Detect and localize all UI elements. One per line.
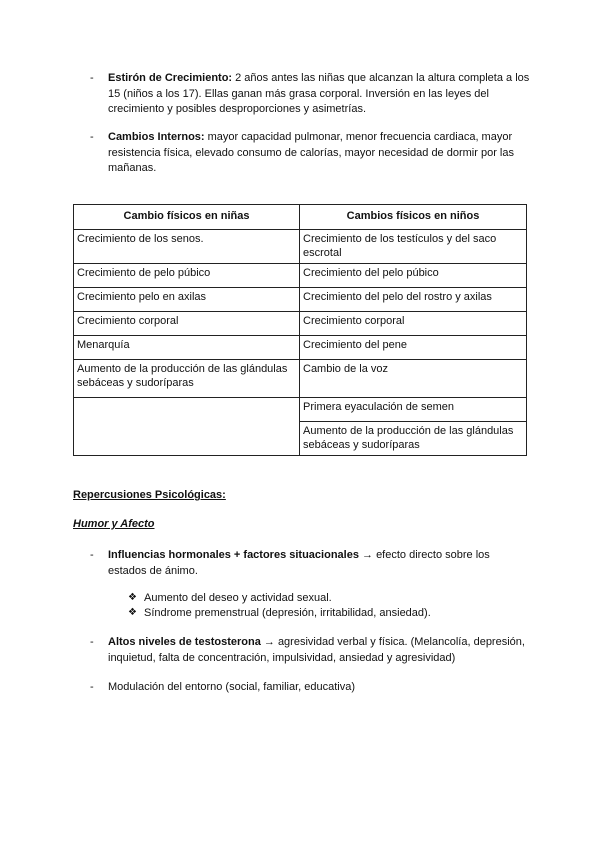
table-cell: Menarquía	[74, 336, 300, 360]
table-row	[74, 264, 527, 288]
table-row	[74, 398, 527, 422]
table-cell: Crecimiento del pene	[300, 336, 527, 360]
table-cell: Cambio de la voz	[300, 360, 527, 398]
sub-bullet-text: Aumento del deseo y actividad sexual.	[144, 592, 332, 604]
bullet-dash: -	[90, 681, 94, 693]
table-cell: Aumento de la producción de las glándulas sebáceas y sudoríparas	[74, 360, 300, 398]
table-row	[74, 312, 527, 336]
header-girls: Cambio físicos en niñas	[74, 205, 300, 230]
sub-title: Humor y Afecto	[73, 518, 155, 530]
table-row	[74, 336, 527, 360]
table-header-row	[74, 205, 527, 230]
table-cell: Crecimiento corporal	[74, 312, 300, 336]
bullet-body: 2 años antes las niñas que alcanzan la altura completa a los 15 (niños a los 17). Ellas ganan más grasa corporal. Inversión en las leyes del crecimiento y posibles desproporciones y asimetrías.	[108, 72, 530, 115]
bullet-bold-label: Altos niveles de testosterona	[108, 636, 261, 648]
bullet-dash: -	[90, 549, 94, 561]
table-cell: Crecimiento de los testículos y del saco escrotal	[300, 230, 527, 264]
table-cell: Crecimiento corporal	[300, 312, 527, 336]
table-cell: Primera eyaculación de semen	[300, 398, 527, 422]
bullet-text: Modulación del entorno (social, familiar, educativa)	[108, 681, 356, 693]
table-cell: Crecimiento de pelo púbico	[74, 264, 300, 288]
sub-bullet-text: Síndrome premenstrual (depresión, irritabilidad, ansiedad).	[144, 607, 431, 619]
bullet-bold-label: Influencias hormonales + factores situacionales	[108, 549, 359, 561]
sub-bullet-item	[128, 590, 332, 606]
table-cell: Crecimiento del pelo del rostro y axilas	[300, 288, 527, 312]
table-cell	[74, 398, 300, 456]
section-title: Repercusiones Psicológicas:	[73, 489, 226, 501]
bullet-growth-spurt	[90, 71, 530, 118]
physical-changes-table	[73, 204, 527, 456]
table-row	[74, 230, 527, 264]
table-cell: Crecimiento del pelo púbico	[300, 264, 527, 288]
bullet-modulation	[90, 680, 530, 696]
bullet-testosterone	[90, 635, 530, 666]
bullet-body: mayor capacidad pulmonar, menor frecuencia cardiaca, mayor resistencia física, elevado consumo de calorías, mayor necesidad de dormir por las mañanas.	[108, 131, 514, 174]
sub-bullet-item	[128, 605, 431, 621]
bullet-text	[108, 130, 530, 177]
table-row	[74, 288, 527, 312]
table-row	[74, 360, 527, 398]
bullet-text	[108, 71, 530, 118]
bullet-body: → agresividad verbal y física. (Melancolía, depresión, inquietud, falta de concentración, impulsividad, ansiedad y agresividad)	[108, 636, 525, 664]
diamond-bullet-icon: ❖	[128, 592, 137, 603]
bullet-bold-label: Cambios Internos:	[108, 131, 205, 143]
bullet-text	[108, 548, 530, 579]
bullet-internal-changes	[90, 130, 530, 177]
diamond-bullet-icon: ❖	[128, 607, 137, 618]
header-boys: Cambios físicos en niños	[300, 205, 527, 230]
bullet-text	[108, 635, 530, 666]
bullet-dash: -	[90, 72, 94, 84]
table-cell: Crecimiento pelo en axilas	[74, 288, 300, 312]
bullet-dash: -	[90, 131, 94, 143]
bullet-bold-label: Estirón de Crecimiento:	[108, 72, 233, 84]
bullet-body: → efecto directo sobre los estados de ánimo.	[108, 549, 490, 577]
table-cell: Crecimiento de los senos.	[74, 230, 300, 264]
bullet-hormonal	[90, 548, 530, 579]
bullet-dash: -	[90, 636, 94, 648]
table-cell: Aumento de la producción de las glándulas sebáceas y sudoríparas	[300, 422, 527, 456]
